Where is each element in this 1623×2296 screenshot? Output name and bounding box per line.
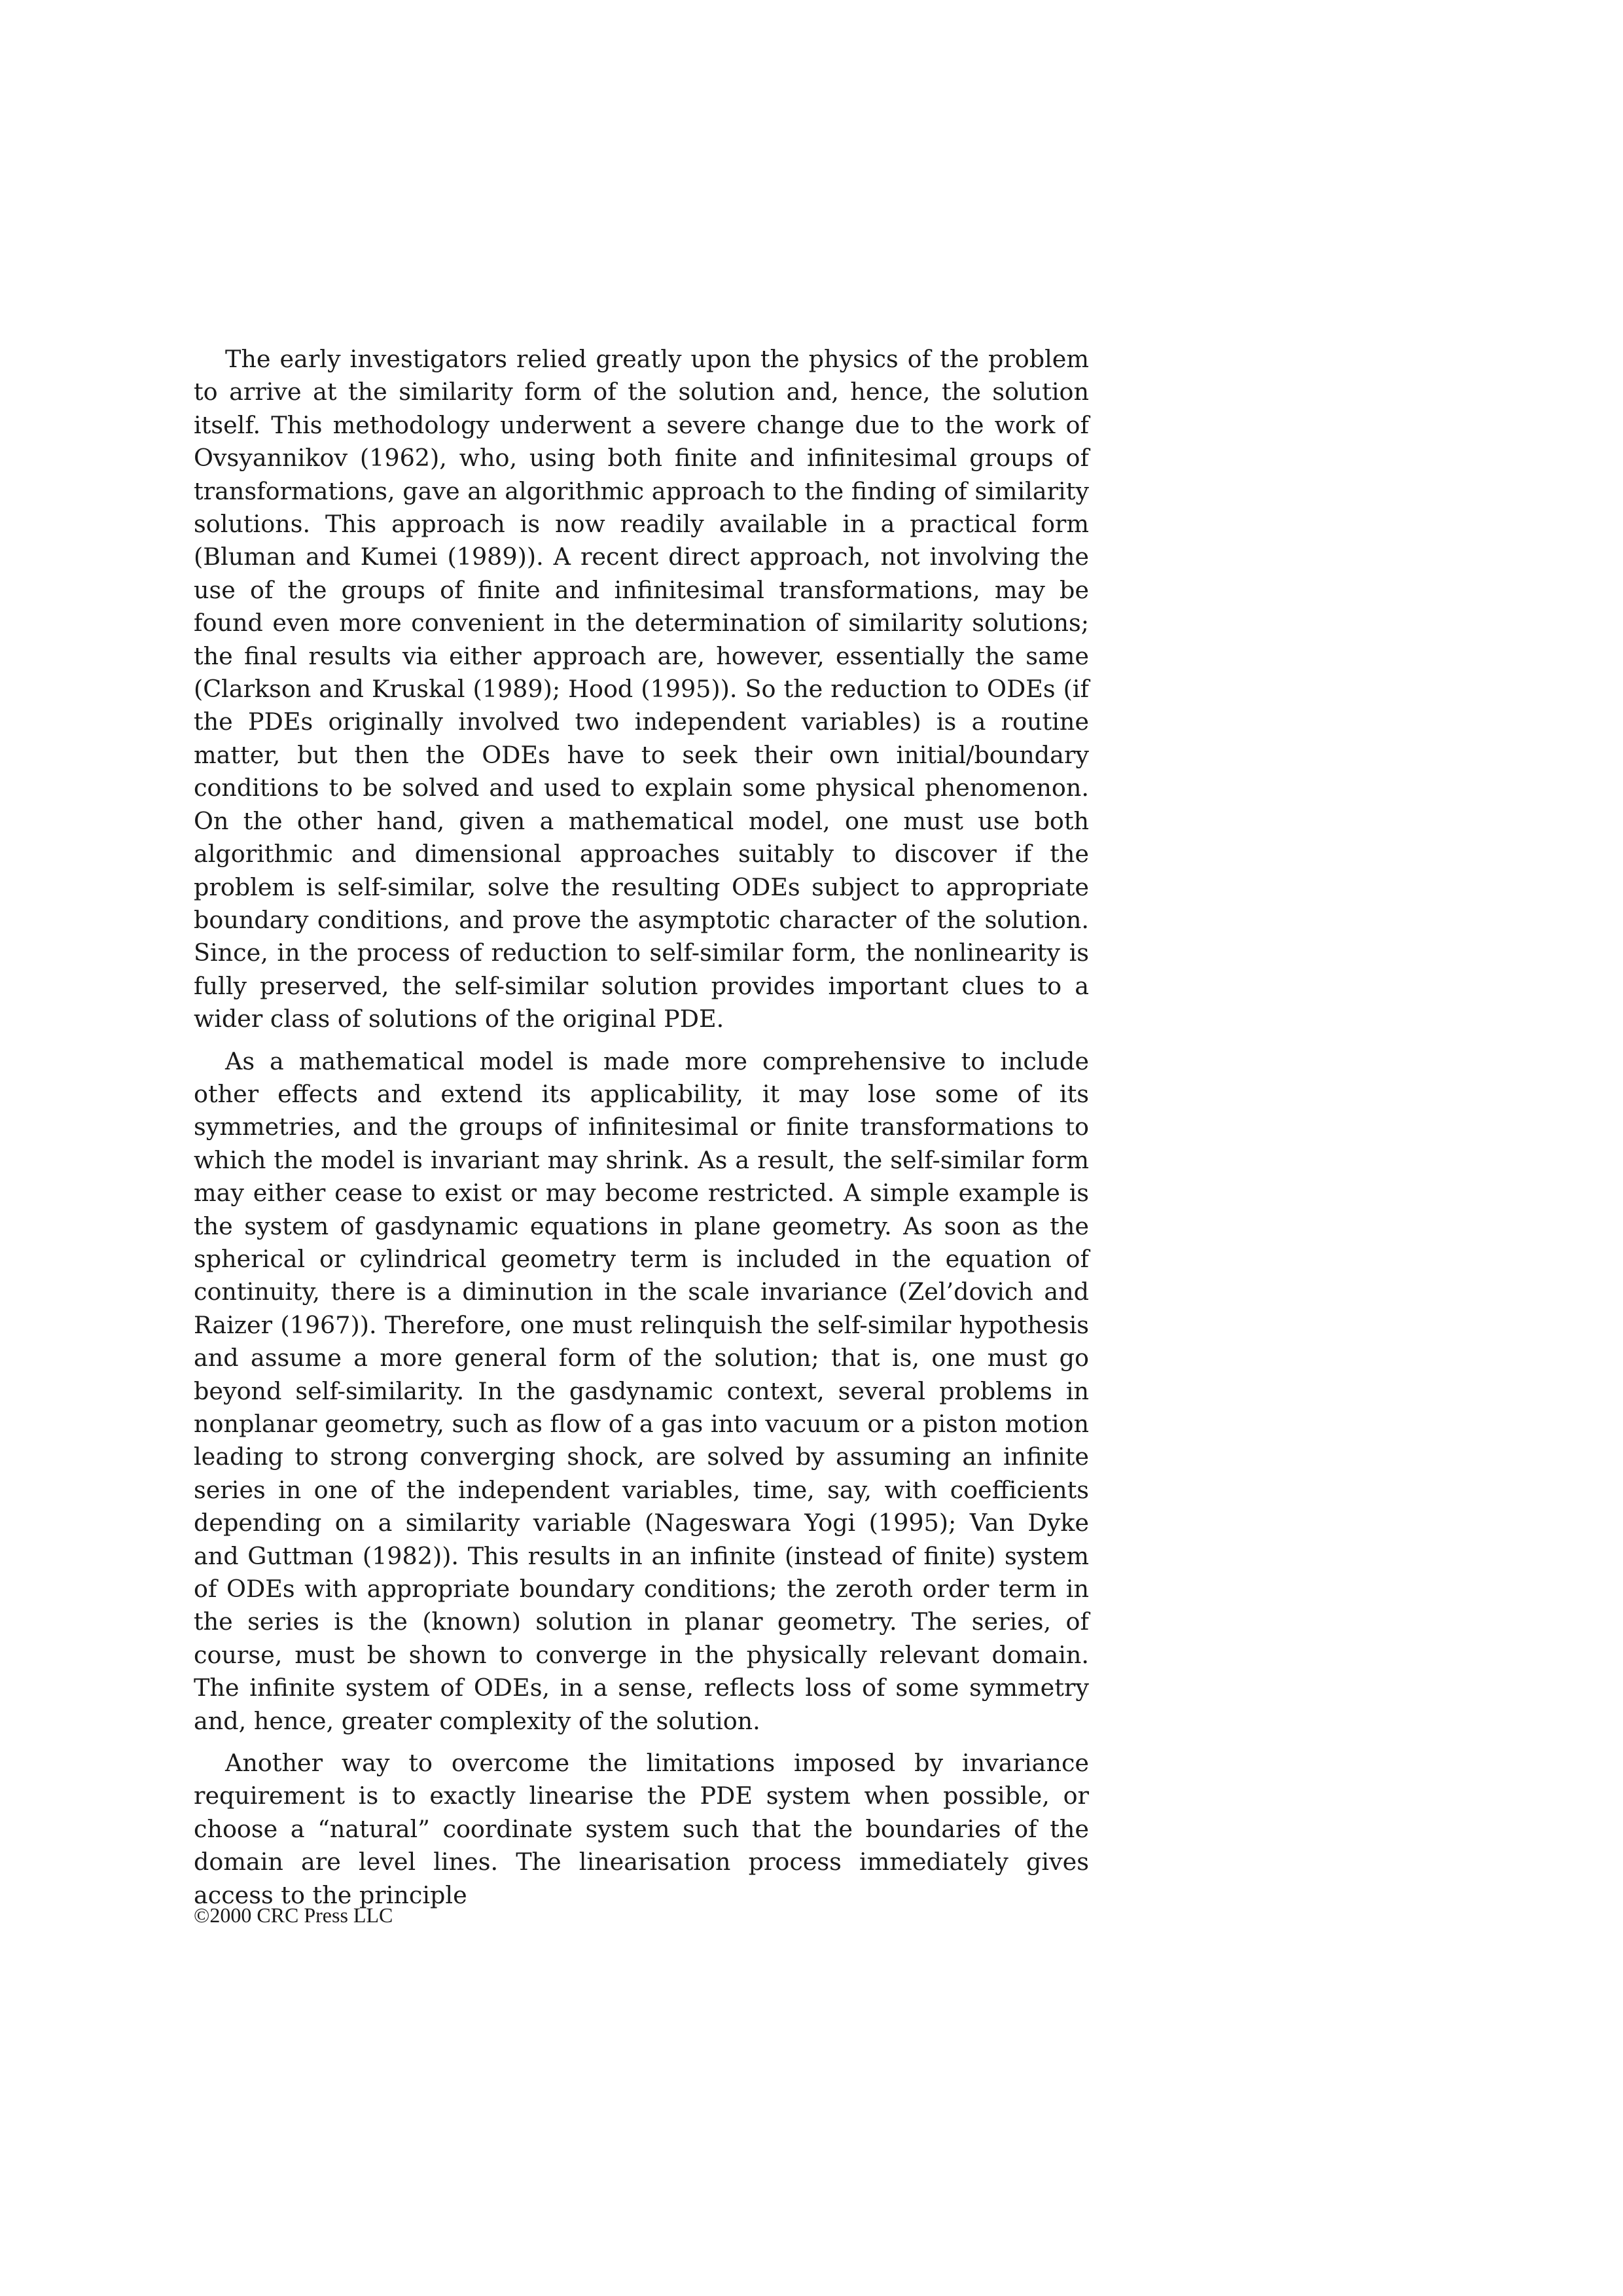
paragraph-3: Another way to overcome the limitations imposed by invariance requirement is to exactly linearise the PDE system when possible, or choose a “natural” coordinate system such that the boundaries of the domain are level lines. The linearisation process immediately gives access to the principle (194, 1749, 1089, 1909)
copyright-footer: ©2000 CRC Press LLC (194, 1903, 393, 1927)
paragraph-2: As a mathematical model is made more comprehensive to include other effects and extend its applicability, it may lose some of its symmetries, and the groups of infinitesimal or finite transformations to which the model is invariant may shrink. As a result, the self-similar form may either cease to exist or may become restricted. A simple example is the system of gasdynamic equations in plane geometry. As soon as the spherical or cylindrical geometry term is included in the equation of continuity, there is a diminution in the scale invariance (Zel’dovich and Raizer (1967)). Therefore, one must relinquish the self-similar hypothesis and assume a more general form of the solution; that is, one must go beyond self-similarity. In the gasdynamic context, several problems in nonplanar geometry, such as flow of a gas into vacuum or a piston motion leading to strong converging shock, are solved by assuming an infinite series in one of the independent variables, time, say, with coefficients depending on a similarity variable (Nageswara Yogi (1995); Van Dyke and Guttman (1982)). This results in an infinite (instead of finite) system of ODEs with appropriate boundary conditions; the zeroth order term in the series is the (known) solution in planar geometry. The series, of course, must be shown to converge in the physically relevant domain. The infinite system of ODEs, in a sense, reflects loss of some symmetry and, hence, greater complexity of the solution. (194, 1047, 1089, 1735)
paragraph-1: The early investigators relied greatly upon the physics of the problem to arrive at the similarity form of the solution and, hence, the solution itself. This methodology underwent a severe change due to the work of Ovsyannikov (1962), who, using both finite and infinitesimal groups of transformations, gave an algorithmic approach to the finding of similarity solutions. This approach is now readily available in a practical form (Bluman and Kumei (1989)). A recent direct approach, not involving the use of the groups of finite and infinitesimal transformations, may be found even more convenient in the determination of similarity solutions; the final results via either approach are, however, essentially the same (Clarkson and Kruskal (1989); Hood (1995)). So the reduction to ODEs (if the PDEs originally involved two independent variables) is a routine matter, but then the ODEs have to seek their own initial/boundary conditions to be solved and used to explain some physical phenomenon. On the other hand, given a mathematical model, one must use both algorithmic and dimensional approaches suitably to discover if the problem is self-similar, solve the resulting ODEs subject to appropriate boundary conditions, and prove the asymptotic character of the solution. Since, in the process of reduction to self-similar form, the nonlinearity is fully preserved, the self-similar solution provides important clues to a wider class of solutions of the original PDE. (194, 345, 1089, 1033)
body-text (194, 343, 1089, 1921)
